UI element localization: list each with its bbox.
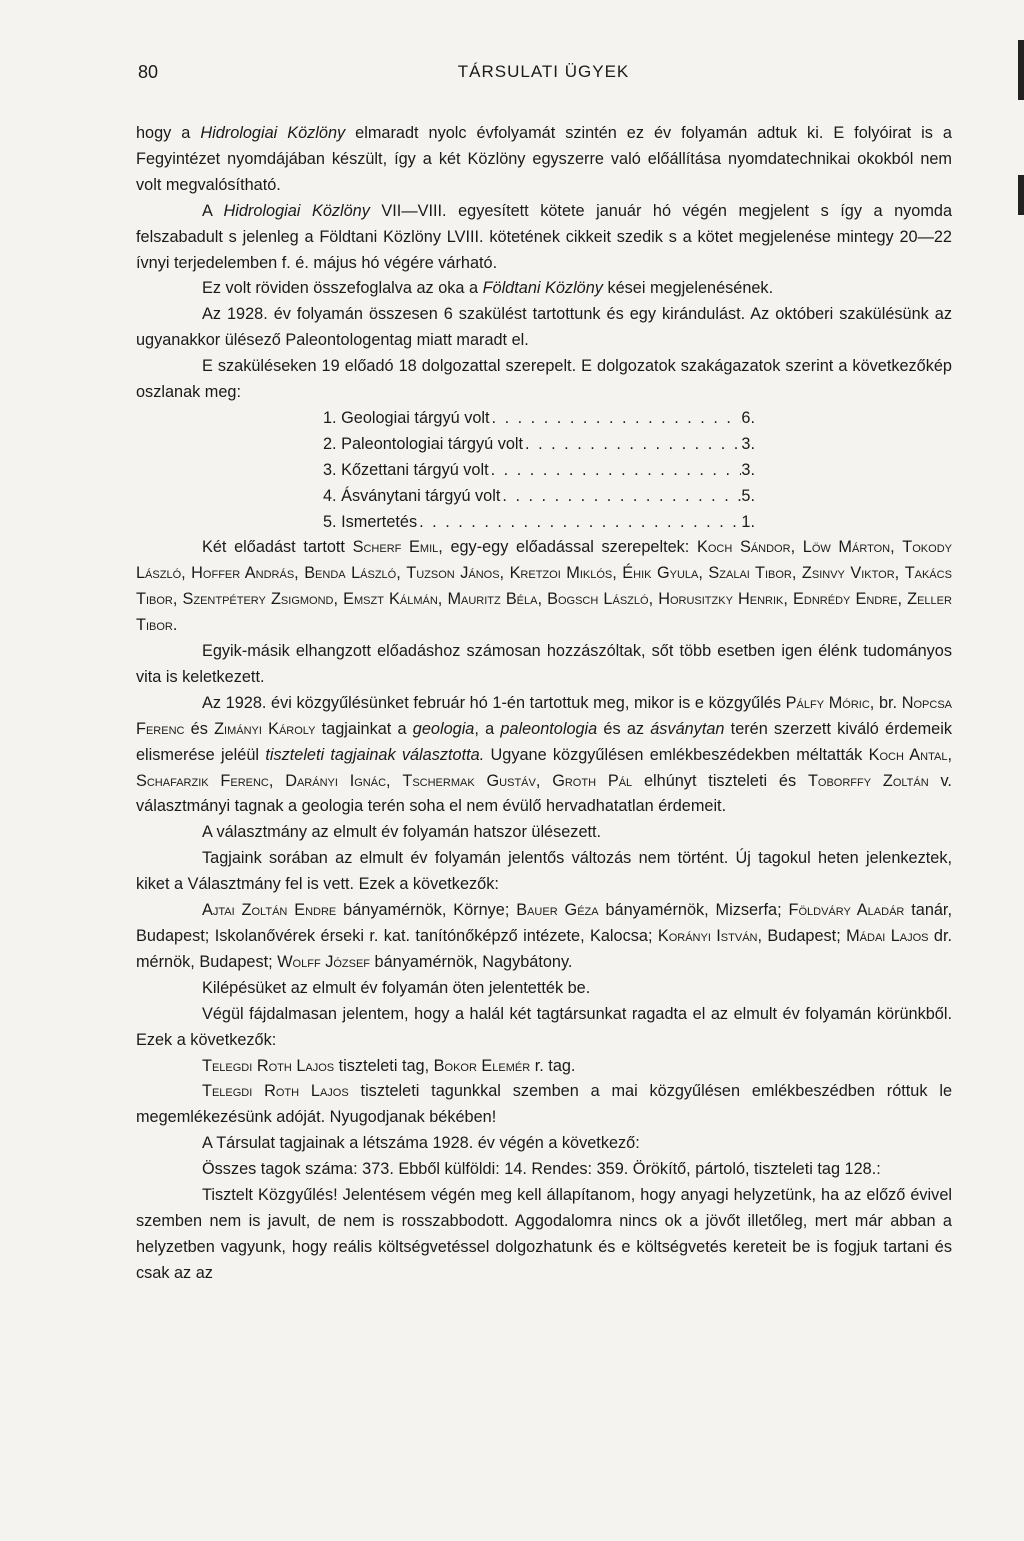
list-item: 2. Paleontologiai tárgyú volt . . . 3.: [323, 432, 755, 458]
paragraph: Kilépésüket az elmult év folyamán öten jelentették be.: [202, 978, 591, 997]
paragraph: Két előadást tartott Scherf Emil, egy-egy előadással szerepeltek: Koch Sándor, Löw Márton, Tokody László, Hoffer András, Benda László, Tuzson János, Kretzoi Miklós, Éhik Gyula, Szalai Tibor, Zsinvy Viktor, Takács Tibor, Szentpétery Zsigmond, Emszt Kálmán, Mauritz Béla, Bogsch László, Horusitzky Henrik, Ednrédy Endre, Zeller Tibor.: [136, 538, 952, 635]
paragraph: A választmány az elmult év folyamán hatszor ülésezett.: [202, 823, 602, 842]
list-item: 5. Ismertetés . . . 1.: [323, 510, 755, 536]
paragraph: Telegdi Roth Lajos tiszteleti tagunkkal szemben a mai közgyűlésen emlékbeszédben róttuk le megemlékezésünk adóját. Nyugodjanak békében!: [136, 1082, 952, 1127]
paragraph: Az 1928. év folyamán összesen 6 szakülést tartottunk és egy kirándulást. Az októberi szakülésünk az ugyanakkor ülésező Paleontologentag miatt maradt el.: [136, 305, 952, 350]
scan-edge-mark: [1018, 40, 1024, 100]
paragraph: Telegdi Roth Lajos tiszteleti tag, Bokor Elemér r. tag.: [202, 1056, 576, 1075]
topic-list: [323, 406, 755, 535]
paragraph: Egyik-másik elhangzott előadáshoz számosan hozzászóltak, sőt több esetben igen élénk tudományos vita is keletkezett.: [136, 642, 952, 686]
body-text: [136, 121, 952, 1287]
list-item: 4. Ásványtani tárgyú volt . . . 5.: [323, 484, 755, 510]
list-item: 1. Geologiai tárgyú volt . . . 6.: [323, 406, 755, 432]
scan-edge-mark: [1018, 175, 1024, 215]
page-number: 80: [138, 62, 159, 82]
running-head: TÁRSULATI ÜGYEK: [457, 62, 630, 81]
paragraph: Ajtai Zoltán Endre bányamérnök, Környe; Bauer Géza bányamérnök, Mizserfa; Földváry Aladár tanár, Budapest; Iskolanővérek érseki r. kat. tanítónőképző intézete, Kalocsa; Korányi István, Budapest; Mádai Lajos dr. mérnök, Budapest; Wolff József bányamérnök, Nagybátony.: [136, 901, 953, 971]
paragraph: A Társulat tagjainak a létszáma 1928. év végén a következő:: [202, 1134, 640, 1153]
paragraph: Összes tagok száma: 373. Ebből külföldi: 14. Rendes: 359. Örökítő, pártoló, tiszteleti tag 128.:: [202, 1160, 881, 1179]
page-header: [138, 62, 949, 86]
paragraph: hogy a Hidrologiai Közlöny elmaradt nyolc évfolyamát szintén ez év folyamán adtuk ki. E folyóirat is a Fegyintézet nyomdájában készült, így a két Közlöny egyszerre való előállítása nyomdatechnikai okokból nem volt megvalósítható.: [136, 124, 952, 194]
paragraph: Tisztelt Közgyűlés! Jelentésem végén meg kell állapítanom, hogy anyagi helyzetünk, ha az előző évivel szemben nem is javult, de nem is rosszabbodott. Aggodalomra nincs ok a jövőt illetőleg, mert már abban a helyzetben vagyunk, hogy reális költségvetéssel dolgozhatunk és e költségvetés kereteit be is fogjuk tartani és csak az az: [136, 1186, 952, 1282]
paragraph: Ez volt röviden összefoglalva az oka a Földtani Közlöny kései megjelenésének.: [202, 279, 774, 298]
paragraph: E szaküléseken 19 előadó 18 dolgozattal szerepelt. E dolgozatok szakágazatok szerint a következőkép oszlanak meg:: [136, 357, 952, 402]
paragraph: Az 1928. évi közgyűlésünket február hó 1-én tartottuk meg, mikor is e közgyűlés Pálfy Móric, br. Nopcsa Ferenc és Zimányi Károly tagjainkat a geologia, a paleontologia és az ásványtan terén szerzett kiváló érdemeik elismerése jeléül tiszteleti tagjainak választotta. Ugyane közgyűlésen emlékbeszédekben méltatták Koch Antal, Schafarzik Ferenc, Darányi Ignác, Tschermak Gustáv, Groth Pál elhúnyt tiszteleti és Toborffy Zoltán v. választmányi tagnak a geologia terén soha el nem évülő hervadhatatlan érdemeit.: [136, 693, 952, 816]
paragraph: A Hidrologiai Közlöny VII—VIII. egyesített kötete január hó végén megjelent s így a nyomda felszabadult s jelenleg a Földtani Közlöny LVIII. kötetének cikkeit szedik s a kötet megjelenése mintegy 20—22 ívnyi terjedelemben f. é. május hó végére várható.: [136, 201, 953, 272]
paragraph: Tagjaink sorában az elmult év folyamán jelentős változás nem történt. Új tagokul heten jelenkeztek, kiket a Választmány fel is vett. Ezek a következők:: [136, 849, 952, 894]
paragraph: Végül fájdalmasan jelentem, hogy a halál két tagtársunkat ragadta el az elmult év folyamán körünkből. Ezek a következők:: [136, 1004, 952, 1049]
list-item: 3. Kőzettani tárgyú volt . . . 3.: [323, 458, 755, 484]
